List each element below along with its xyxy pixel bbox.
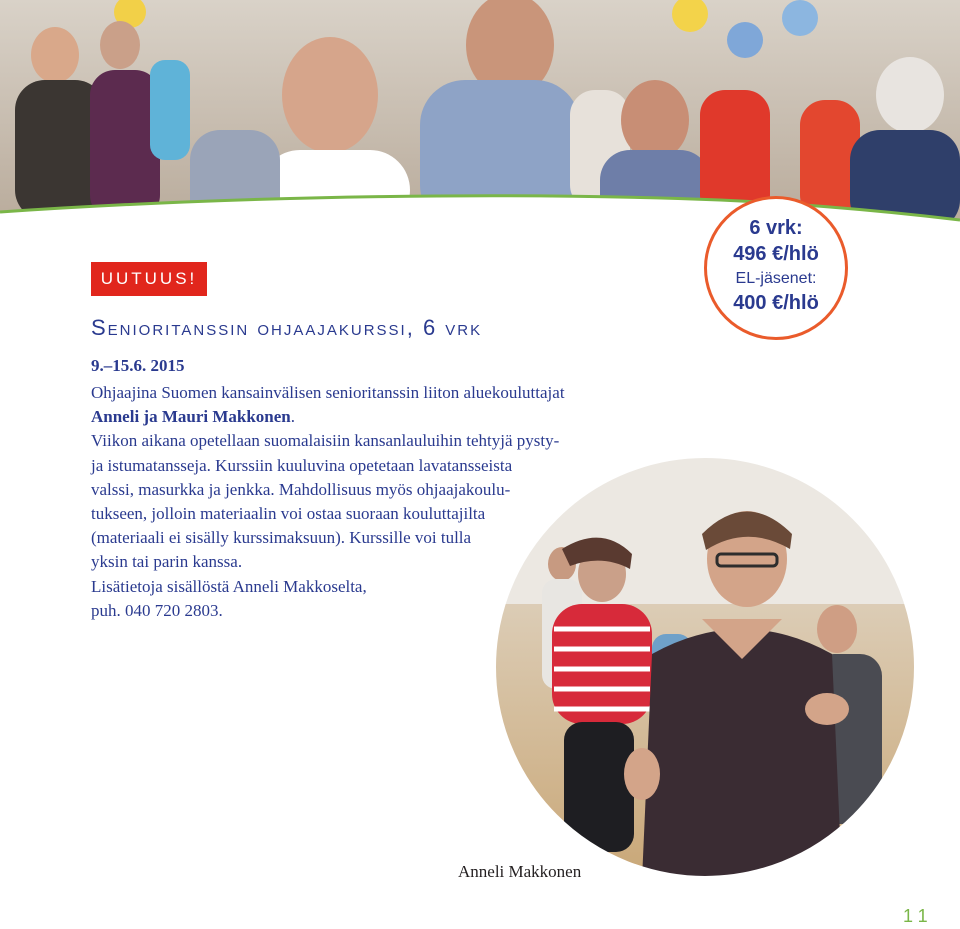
price-circle [704,196,848,340]
content-line: tukseen, jolloin materiaalin voi ostaa suoraan kouluttajilta [91,504,486,524]
instructors-period: . [290,407,296,427]
course-date: 9.–15.6. 2015 [91,356,185,375]
contact-phone: puh. 040 720 2803. [91,600,223,620]
header-photo [0,0,960,232]
price-member: 400 €/hlö [733,292,819,314]
new-badge: UUTUUS! [91,262,207,296]
price-duration: 6 vrk: [749,217,803,239]
course-title: Senioritanssin ohjaajakurssi, 6 vrk [91,315,483,340]
contact-line: Lisätietoja sisällöstä Anneli Makkoselta, [91,576,367,596]
price-member-label: EL-jäsenet: [735,270,817,287]
content-line: ja istumatansseja. Kurssiin kuuluvina opetetaan lavatansseista [91,455,513,475]
content-line: valssi, masurkka ja jenkka. Mahdollisuus myös ohjaajakoulu- [91,479,511,499]
content-line: yksin tai parin kanssa. [91,552,243,572]
instructors-text: Ohjaajina Suomen kansainvälisen senioritanssin liiton aluekouluttajat [91,383,565,402]
instructor-photo [492,454,918,880]
page-number: 11 [903,906,934,926]
instructors-paragraph [91,381,651,429]
photo-caption: Anneli Makkonen [458,862,582,881]
instructor-dancing-photo [492,454,918,880]
content-line: Viikon aikana opetellaan suomalaisiin kansanlauluihin tehtyjä pysty- [91,431,560,451]
dance-hall-photo [0,0,960,232]
content-line: (materiaali ei sisälly kurssimaksuun). Kurssille voi tulla [91,528,472,548]
instructors-names: Anneli ja Mauri Makkonen [91,407,291,427]
price-regular: 496 €/hlö [733,243,819,265]
